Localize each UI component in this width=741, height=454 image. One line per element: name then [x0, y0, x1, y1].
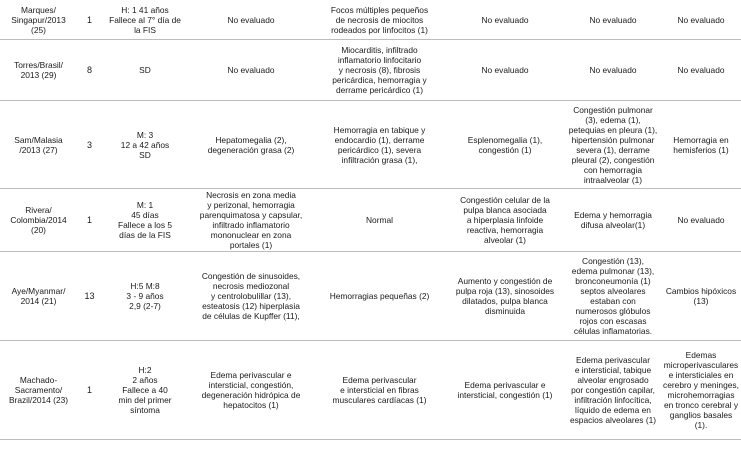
- spleen-finding-cell: Congestión celular de la pulpa blanca asociada a hiperplasia linfoide reactiva, hemorragia alveolar (1): [445, 189, 565, 252]
- table-row: [0, 341, 741, 440]
- study-cell: Sam/Malasia /2013 (27): [0, 101, 77, 189]
- lung-finding-cell: Congestión (13), edema pulmonar (13), bronconeumonía (1) septos alveolares estaban con numerosos glóbulos rojos con escasas células inflamatorias.: [565, 252, 661, 341]
- outcome-cell: H:2 2 años Fallece a 40 min del primer síntoma: [102, 341, 188, 440]
- lung-finding-cell: Edema perivascular e intersticial, tabique alveolar engrosado por congestión capilar, infiltración linfocítica, líquido de edema en espacios alveolares (1): [565, 341, 661, 440]
- lung-finding-cell: Edema y hemorragia difusa alveolar(1): [565, 189, 661, 252]
- liver-finding-cell: No evaluado: [188, 40, 314, 101]
- study-cell: Machado- Sacramento/ Brazil/2014 (23): [0, 341, 77, 440]
- n-cell: 3: [77, 101, 102, 189]
- study-cell: Torres/Brasil/ 2013 (29): [0, 40, 77, 101]
- n-cell: 1: [77, 341, 102, 440]
- heart-finding-cell: Hemorragias pequeñas (2): [314, 252, 445, 341]
- outcome-cell: M: 3 12 a 42 años SD: [102, 101, 188, 189]
- lung-finding-cell: Congestión pulmonar (3), edema (1), petequias en pleura (1), hipertensión pulmonar severa (1), derrame pleural (2), congestión con hemorragia intraalveolar (1): [565, 101, 661, 189]
- table-row: [0, 252, 741, 341]
- heart-finding-cell: Focos múltiples pequeños de necrosis de miocitos rodeados por linfocitos (1): [330, 4, 429, 35]
- heart-finding-cell: Miocarditis, infiltrado inflamatorio linfocitario y necrosis (8), fibrosis pericárdica, hemorragia y derrame pericárdico (1): [314, 40, 445, 101]
- spleen-finding-cell: Edema perivascular e intersticial, congestión (1): [445, 341, 565, 440]
- spleen-finding-cell: No evaluado: [445, 40, 565, 101]
- outcome-cell: M: 1 45 días Fallece a los 5 días de la FIS: [102, 189, 188, 252]
- liver-finding-cell: No evaluado: [227, 14, 275, 25]
- liver-finding-cell: Edema perivascular e intersticial, congestión, degeneración hidrópica de hepatocitos (1): [188, 341, 314, 440]
- liver-finding-cell: Congestión de sinusoides, necrosis mediozonal y centrolobulillar (13), esteatosis (12) hiperplasia de células de Kupffer (11),: [188, 252, 314, 341]
- lung-finding-cell: No evaluado: [589, 14, 637, 25]
- spleen-finding-cell: No evaluado: [481, 14, 529, 25]
- outcome-cell: SD: [102, 40, 188, 101]
- study-cell: Aye/Myanmar/ 2014 (21): [0, 252, 77, 341]
- outcome-cell: H:5 M:8 3 - 9 años 2,9 (2-7): [102, 252, 188, 341]
- table-row: [0, 101, 741, 189]
- study-cell: Rivera/ Colombia/2014 (20): [0, 189, 77, 252]
- heart-finding-cell: Hemorragia en tabique y endocardio (1), derrame pericárdico (1), severa infiltración grasa (1),: [314, 101, 445, 189]
- spleen-finding-cell: Esplenomegalia (1), congestión (1): [445, 101, 565, 189]
- liver-finding-cell: Hepatomegalia (2), degeneración grasa (2): [188, 101, 314, 189]
- table-row: [0, 189, 741, 252]
- study-cell: Marques/ Singapur/2013 (25): [11, 4, 66, 35]
- table-row: [0, 0, 741, 40]
- table-row: [0, 40, 741, 101]
- n-cell: 8: [77, 40, 102, 101]
- brain-finding-cell: No evaluado: [661, 40, 741, 101]
- n-cell: 1: [77, 189, 102, 252]
- brain-finding-cell: Cambios hipóxicos (13): [661, 252, 741, 341]
- brain-finding-cell: No evaluado: [661, 189, 741, 252]
- n-cell: 1: [86, 14, 92, 25]
- lung-finding-cell: No evaluado: [565, 40, 661, 101]
- brain-finding-cell: Edemas microperivasculares e intersticiales en cerebro y meninges, microhemorragias en tronco cerebral y ganglios basales (1).: [661, 341, 741, 440]
- heart-finding-cell: Edema perivascular e intersticial en fibras musculares cardíacas (1): [314, 341, 445, 440]
- spleen-finding-cell: Aumento y congestión de pulpa roja (13), sinosoides dilatados, pulpa blanca disminuida: [445, 252, 565, 341]
- liver-finding-cell: Necrosis en zona media y perizonal, hemorragia parenquimatosa y capsular, infiltrado inflamatorio mononuclear en zona portales (1): [188, 189, 314, 252]
- brain-finding-cell: No evaluado: [677, 14, 725, 25]
- brain-finding-cell: Hemorragia en hemisferios (1): [661, 101, 741, 189]
- heart-finding-cell: Normal: [314, 189, 445, 252]
- outcome-cell: H: 1 41 años Fallece al 7° día de la FIS: [109, 4, 181, 35]
- n-cell: 13: [77, 252, 102, 341]
